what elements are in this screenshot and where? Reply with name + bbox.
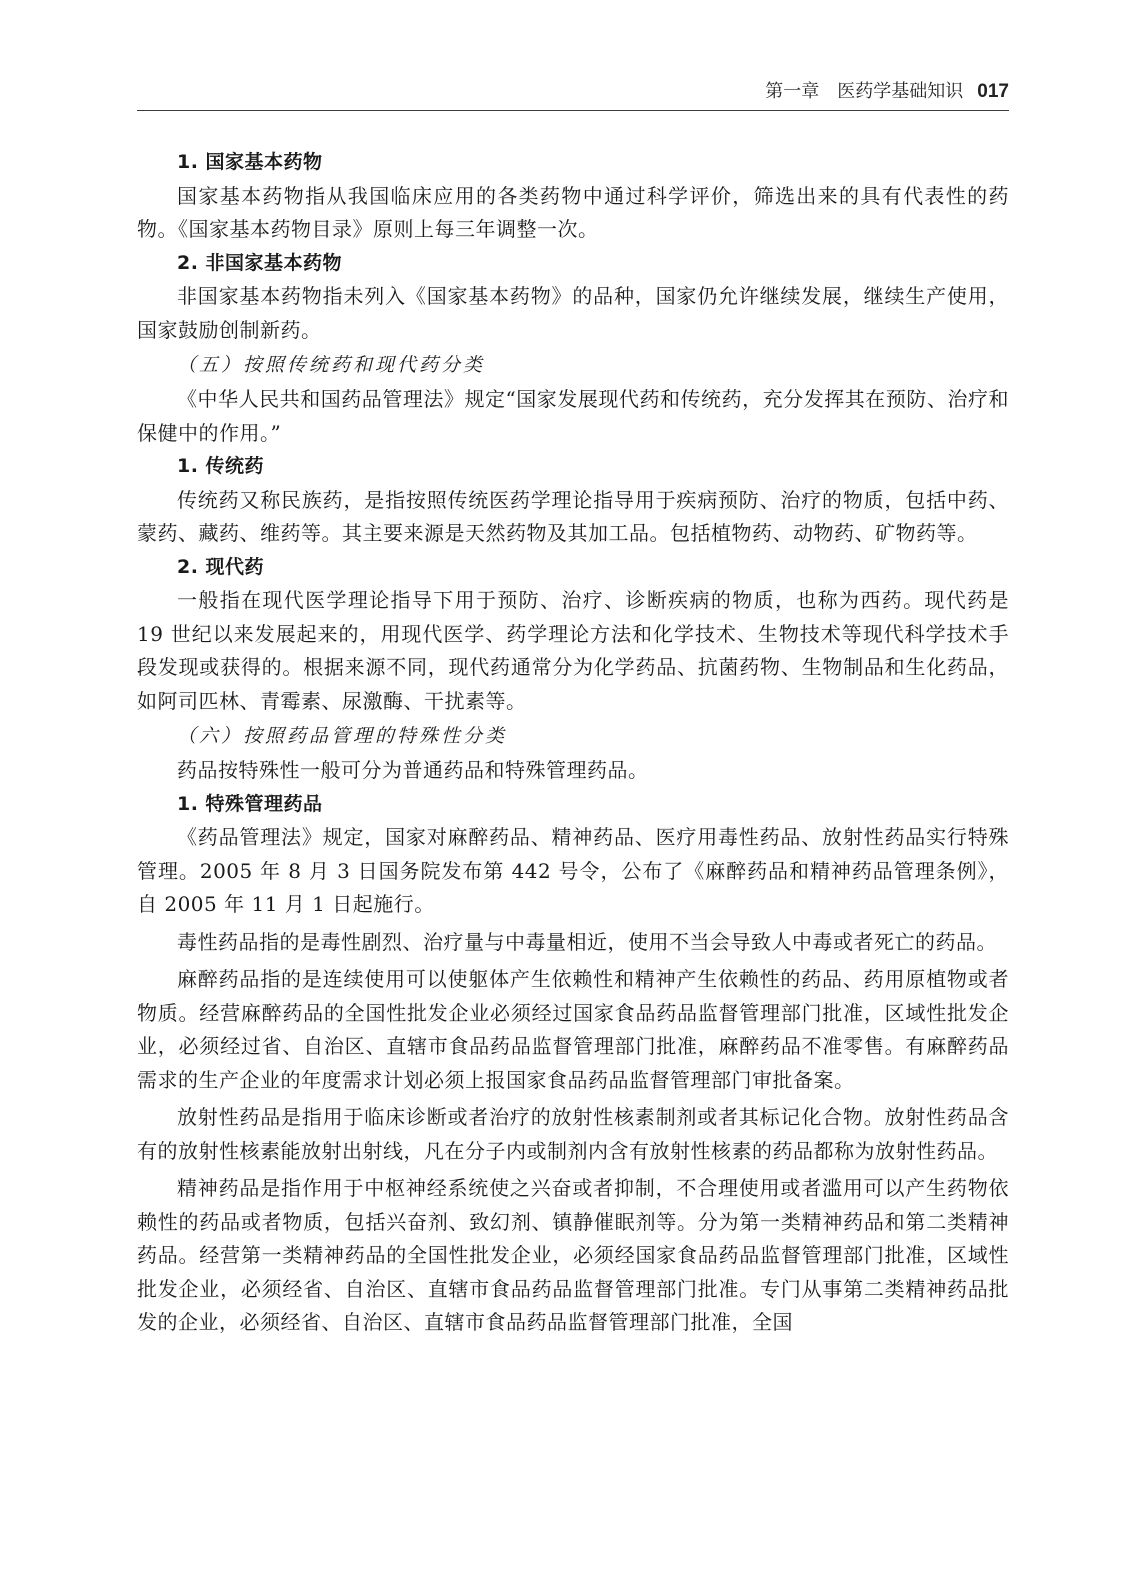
section-heading-special-management: （六）按照药品管理的特殊性分类	[177, 725, 508, 747]
paragraph: 毒性药品指的是毒性剧烈、治疗量与中毒量相近，使用不当会导致人中毒或者死亡的药品。	[177, 929, 997, 954]
running-header	[137, 76, 1009, 111]
chapter-title: 医药学基础知识	[837, 81, 964, 101]
paragraph: 药品按特殊性一般可分为普通药品和特殊管理药品。	[177, 758, 649, 782]
heading-non-essential-drugs: 2. 非国家基本药物	[177, 251, 343, 274]
heading-modern-drugs: 2. 现代药	[177, 555, 265, 578]
heading-essential-drugs: 1. 国家基本药物	[177, 151, 323, 173]
heading-traditional-drugs: 1. 传统药	[177, 455, 265, 477]
paragraph: 精神药品是指作用于中枢神经系统使之兴奋或者抑制，不合理使用或者滥用可以产生药物依赖性的药品或者物质，包括兴奋剂、致幻剂、镇静催眠剂等。分为第一类精神药品和第二类精神药品。经营第一类精神药品的全国性批发企业，必须经国家食品药品监督管理部门批准，区域性批发企业，必须经省、自治区、直辖市食品药品监督管理部门批准。专门从事第二类精神药品批发的企业，必须经省、自治区、直辖市食品药品监督管理部门批准，全国	[137, 1176, 1009, 1334]
section-heading-traditional-modern: （五）按照传统药和现代药分类	[177, 354, 486, 376]
paragraph: 传统药又称民族药，是指按照传统医药学理论指导用于疾病预防、治疗的物质，包括中药、蒙药、藏药、维药等。其主要来源是天然药物及其加工品。包括植物药、动物药、矿物药等。	[137, 487, 1009, 545]
page-number: 017	[977, 81, 1009, 102]
paragraph: 国家基本药物指从我国临床应用的各类药物中通过科学评价，筛选出来的具有代表性的药物。《国家基本药物目录》原则上每三年调整一次。	[137, 183, 1009, 241]
paragraph: 麻醉药品指的是连续使用可以使躯体产生依赖性和精神产生依赖性的药品、药用原植物或者物质。经营麻醉药品的全国性批发企业必须经过国家食品药品监督管理部门批准，区域性批发企业，必须经过省、自治区、直辖市食品药品监督管理部门批准，麻醉药品不准零售。有麻醉药品需求的生产企业的年度需求计划必须上报国家食品药品监督管理部门审批备案。	[137, 967, 1009, 1092]
paragraph: 《中华人民共和国药品管理法》规定“国家发展现代药和传统药，充分发挥其在预防、治疗和保健中的作用。”	[137, 387, 1009, 445]
paragraph: 非国家基本药物指未列入《国家基本药物》的品种，国家仍允许继续发展，继续生产使用，国家鼓励创制新药。	[137, 284, 1009, 342]
body-text	[137, 146, 1009, 1340]
paragraph: 一般指在现代医学理论指导下用于预防、治疗、诊断疾病的物质，也称为西药。现代药是 19 世纪以来发展起来的，用现代医学、药学理论方法和化学技术、生物技术等现代科学技术手段发现或获得的。根据来源不同，现代药通常分为化学药品、抗菌药物、生物制品和生化药品，如阿司匹林、青霉素、尿激酶、干扰素等。	[137, 588, 1009, 713]
heading-special-drugs: 1. 特殊管理药品	[177, 792, 323, 815]
chapter-label: 第一章	[765, 81, 820, 101]
paragraph: 放射性药品是指用于临床诊断或者治疗的放射性核素制剂或者其标记化合物。放射性药品含有的放射性核素能放射出射线，凡在分子内或制剂内含有放射性核素的药品都称为放射性药品。	[137, 1105, 1009, 1163]
paragraph: 《药品管理法》规定，国家对麻醉药品、精神药品、医疗用毒性药品、放射性药品实行特殊管理。2005 年 8 月 3 日国务院发布第 442 号令，公布了《麻醉药品和精神药品管理条例》，自 2005 年 11 月 1 日起施行。	[137, 825, 1009, 916]
